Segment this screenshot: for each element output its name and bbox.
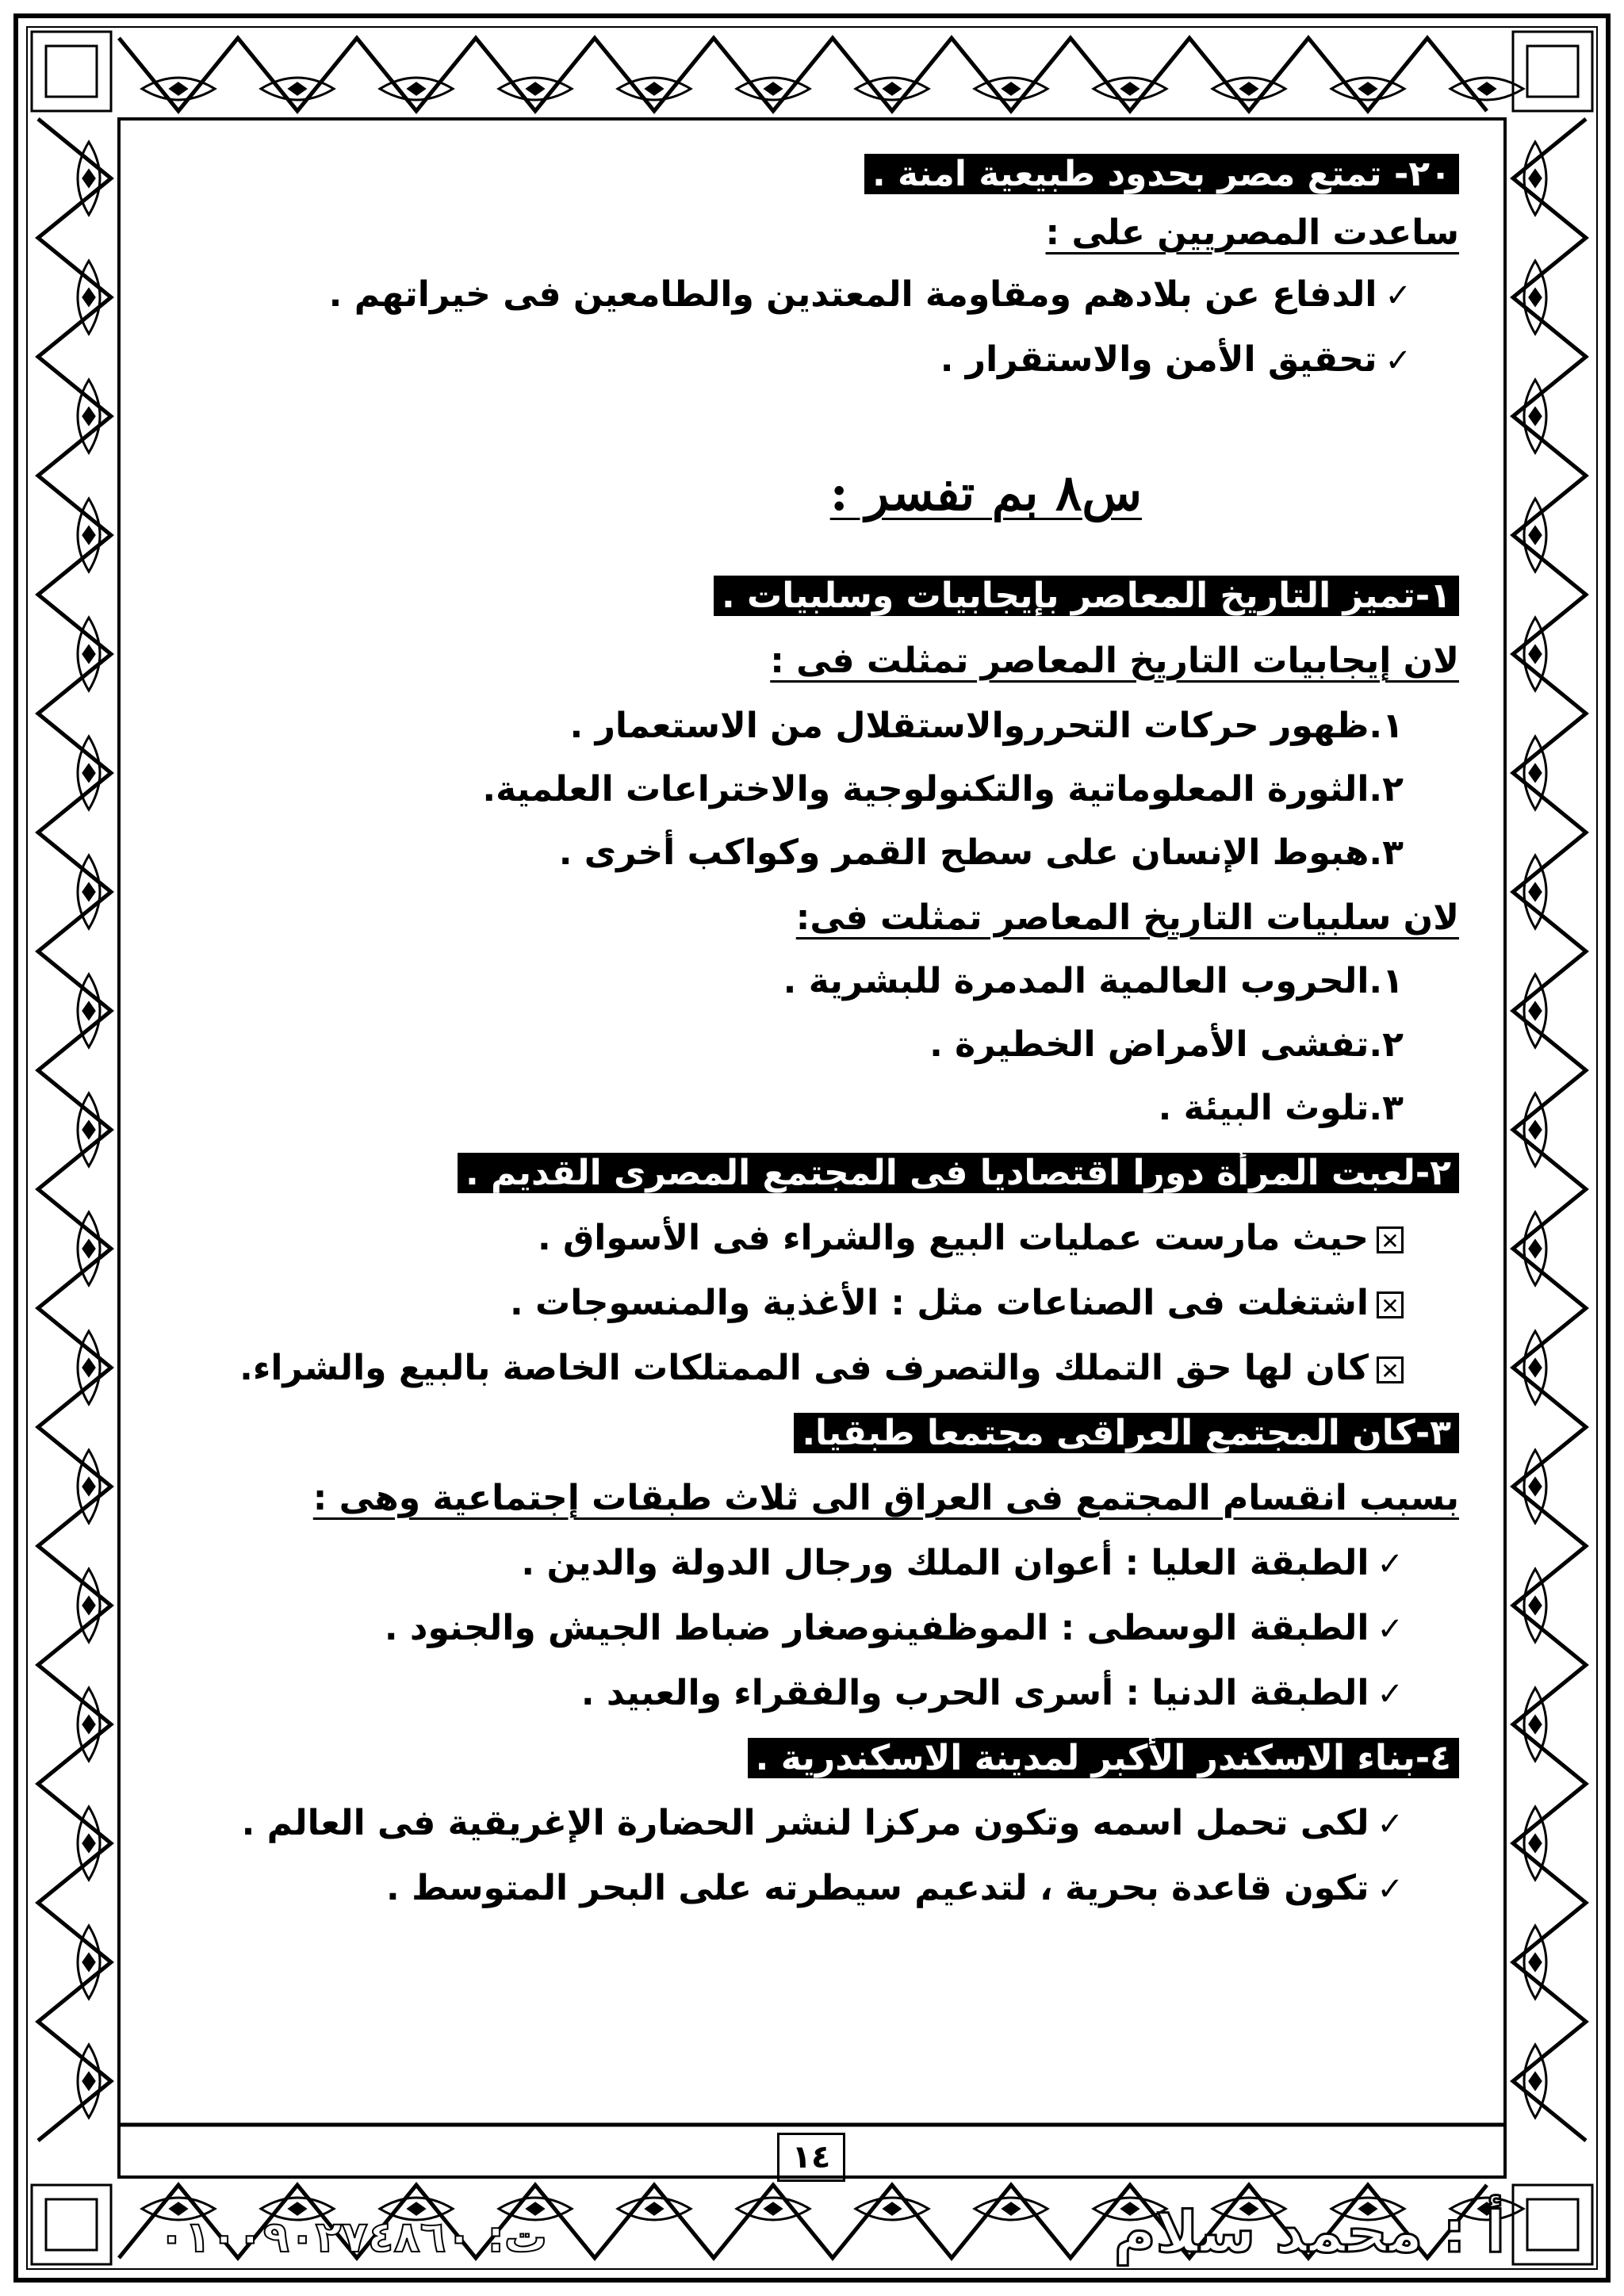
list-item: ✓لكى تحمل اسمه وتكون مركزا لنشر الحضارة الإغريقية فى العالم . <box>241 1803 1404 1843</box>
list-item: ١.الحروب العالمية المدمرة للبشرية . <box>783 961 1404 1001</box>
checkbox-x-icon: ✕ <box>1377 1292 1404 1318</box>
check-icon: ✓ <box>1377 1871 1404 1908</box>
q1-positives-subheading: لان إيجابيات التاريخ المعاصر تمثلت فى : <box>770 641 1459 681</box>
q4-heading: ٤-بناء الاسكندر الأكبر لمدينة الاسكندرية . <box>748 1733 1459 1784</box>
list-item: ✕اشتغلت فى الصناعات مثل : الأغذية والمنسوجات . <box>510 1278 1404 1329</box>
check-icon: ✓ <box>1385 342 1411 379</box>
check-icon: ✓ <box>1377 1611 1404 1647</box>
list-item: ٣.هبوط الإنسان على سطح القمر وكواكب أخرى . <box>558 832 1404 873</box>
section-20-subheading: ساعدت المصريين على : <box>1045 212 1459 253</box>
section-20-heading <box>864 149 1459 200</box>
check-icon: ✓ <box>1377 1546 1404 1582</box>
list-item: ✓الدفاع عن بلادهم ومقاومة المعتدين والطامعين فى خيراتهم . <box>328 274 1411 315</box>
list-item: ✓الطبقة الوسطى : الموظفينوصغار ضباط الجيش والجنود . <box>384 1608 1404 1648</box>
q2-heading: ٢-لعبت المرأة دورا اقتصاديا فى المجتمع المصرى القديم . <box>458 1148 1459 1199</box>
checkbox-x-icon: ✕ <box>1377 1357 1404 1383</box>
section-20-heading-text: ٢٠- تمتع مصر بحدود طبيعية امنة . <box>864 154 1459 194</box>
worksheet-content <box>159 0 1459 2296</box>
list-item: ٢.الثورة المعلوماتية والتكنولوجية والاختراعات العلمية. <box>482 769 1404 809</box>
list-item: ٣.تلوث البيئة . <box>1158 1088 1404 1128</box>
page-number: ١٤ <box>777 2133 845 2182</box>
check-icon: ✓ <box>1377 1806 1404 1843</box>
q1-negatives-subheading: لان سلبيات التاريخ المعاصر تمثلت فى: <box>795 897 1459 938</box>
list-item: ✓تحقيق الأمن والاستقرار . <box>940 339 1411 380</box>
list-item: ٢.تفشى الأمراض الخطيرة . <box>929 1024 1404 1065</box>
list-item: ✓الطبقة الدنيا : أسرى الحرب والفقراء والعبيد . <box>580 1673 1404 1713</box>
q1-heading: ١-تميز التاريخ المعاصر بإيجابيات وسلبيات . <box>714 571 1459 622</box>
author-signature: أ : محمد سلام <box>1113 2198 1505 2265</box>
question-8-title: س٨ بم تفسر : <box>829 464 1142 522</box>
list-item: ✓تكون قاعدة بحرية ، لتدعيم سيطرته على البحر المتوسط . <box>386 1868 1404 1908</box>
list-item: ١.ظهور حركات التحرروالاستقلال من الاستعمار . <box>569 706 1404 746</box>
phone-number: ت: ٠١٠٠٩٠٢٧٤٨٦٠ <box>159 2212 548 2262</box>
list-item: ✓الطبقة العليا : أعوان الملك ورجال الدولة والدين . <box>521 1543 1404 1583</box>
check-icon: ✓ <box>1377 1676 1404 1712</box>
list-item: ✕كان لها حق التملك والتصرف فى الممتلكات الخاصة بالبيع والشراء. <box>239 1343 1404 1394</box>
check-icon: ✓ <box>1385 277 1411 314</box>
q3-heading: ٣-كان المجتمع العراقى مجتمعا طبقيا. <box>794 1408 1459 1459</box>
q3-subheading: بسبب انقسام المجتمع فى العراق الى ثلاث طبقات إجتماعية وهى : <box>312 1478 1459 1518</box>
checkbox-x-icon: ✕ <box>1377 1226 1404 1253</box>
list-item: ✕حيث مارست عمليات البيع والشراء فى الأسواق . <box>538 1213 1404 1264</box>
